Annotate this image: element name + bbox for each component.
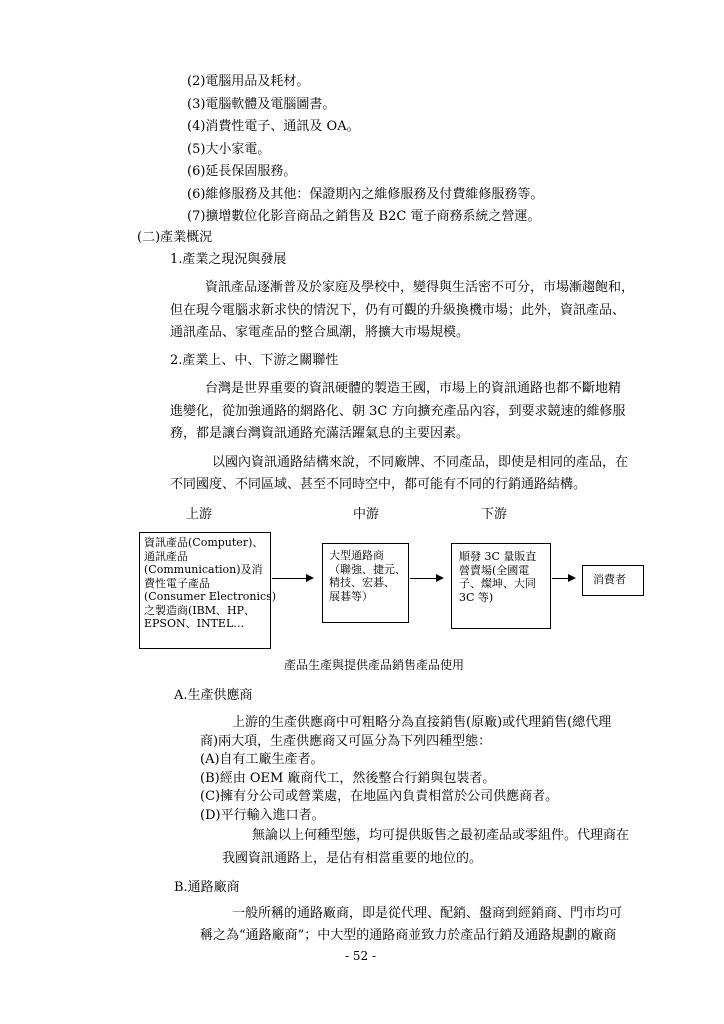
paragraph-line: 務，都是讓台灣資訊通路充滿活躍氣息的主要因素。 — [170, 426, 470, 441]
box-line: 營賣場(全國電 — [459, 563, 530, 577]
arrow-line — [552, 578, 569, 579]
paragraph-line: 通訊產品、家電產品的整合風潮，將擴大市場規模。 — [170, 325, 470, 340]
box-line: (Consumer Electronics) — [144, 590, 277, 603]
subsection-title: B.通路廠商 — [174, 880, 240, 895]
box-line: 展碁等） — [329, 589, 373, 603]
box-line: 之製造商(IBM、HP、 — [144, 603, 255, 617]
upstream-label: 上游 — [186, 507, 213, 522]
list-item: (6)延長保固服務。 — [187, 164, 297, 179]
list-item: (B)經由 OEM 廠商代工，然後整合行銷與包裝者。 — [200, 771, 496, 786]
retailer-box — [451, 543, 551, 629]
paragraph-line: 我國資訊通路上，是佔有相當重要的地位的。 — [222, 851, 483, 866]
paragraph-line: 但在現今電腦求新求快的情況下，仍有可觀的升級換機市場；此外，資訊產品、 — [170, 303, 626, 318]
subsection-title: 1.產業之現況與發展 — [170, 252, 287, 267]
list-item: (C)擁有分公司或營業處，在地區內負責相當於公司供應商者。 — [200, 789, 559, 804]
downstream-label: 下游 — [481, 507, 508, 522]
box-line: （聯強、捷元、 — [329, 562, 406, 576]
list-item: (6)維修服務及其他：保證期內之維修服務及付費維修服務等。 — [187, 187, 544, 202]
list-item: (A)自有工廠生產者。 — [200, 752, 324, 767]
subsection-title: 2.產業上、中、下游之關聯性 — [170, 353, 339, 368]
list-item: (3)電腦軟體及電腦圖書。 — [187, 97, 336, 112]
list-item: (5)大小家電。 — [187, 142, 271, 157]
box-line: 順發 3C 量販直 — [459, 550, 537, 563]
section-title: (二)產業概況 — [137, 230, 213, 245]
paragraph-line: 上游的生產供應商中可粗略分為直接銷售(原廠)或代理銷售(總代理 — [232, 715, 612, 730]
list-item: (7)擴增數位化影音商品之銷售及 B2C 電子商務系統之營運。 — [187, 209, 541, 224]
box-line: 精技、宏碁、 — [329, 576, 395, 589]
arrow-line — [410, 578, 438, 579]
consumer-box — [582, 565, 644, 596]
paragraph-line: 資訊產品逐漸普及於家庭及學校中，變得與生活密不可分，市場漸趨飽和， — [205, 280, 635, 295]
paragraph-line: 進變化，從加強通路的網路化、朝 3C 方向擴充產品內容，到要求競速的維修服 — [170, 404, 626, 419]
list-item: (2)電腦用品及耗材。 — [187, 74, 310, 89]
subsection-title: A.生產供應商 — [174, 688, 253, 703]
paragraph-line: 一般所稱的通路廠商，即是從代理、配銷、盤商到經銷商、門市均可 — [232, 906, 623, 921]
box-line: 費性電子產品 — [144, 576, 210, 590]
list-item: (4)消費性電子、通訊及 OA。 — [187, 119, 360, 134]
manufacturer-box — [139, 532, 277, 649]
arrow-head — [436, 574, 444, 582]
box-line: 資訊產品(Computer)、 — [144, 536, 264, 549]
diagram-caption: 產品生產與提供產品銷售產品使用 — [284, 658, 465, 672]
box-line: 3C 等) — [459, 590, 494, 604]
box-line: 大型通路商 — [329, 549, 384, 562]
box-line: EPSON、INTEL… — [144, 617, 245, 630]
box-line: (Communication)及消 — [144, 563, 263, 576]
box-line: 子、燦坤、大同 — [459, 577, 536, 590]
arrow-line — [272, 578, 308, 579]
list-item: (D)平行輸入進口者。 — [200, 808, 325, 823]
distributor-box — [322, 543, 409, 623]
paragraph-line: 商)兩大項，生產供應商又可區分為下列四種型態： — [200, 734, 492, 749]
arrow-head — [306, 574, 314, 582]
paragraph-line: 無論以上何種型態，均可提供販售之最初產品或零組件。代理商在 — [252, 828, 630, 843]
paragraph-line: 以國內資訊通路結構來說，不同廠牌、不同產品，即使是相同的產品，在 — [212, 455, 629, 470]
paragraph-line: 稱之為“通路廠商”；中大型的通路商並致力於產品行銷及通路規劃的廠商 — [200, 928, 617, 943]
arrow-head — [568, 574, 576, 582]
paragraph-line: 不同國度、不同區域、甚至不同時空中，都可能有不同的行銷通路結構。 — [170, 477, 587, 492]
box-line: 消費者 — [593, 573, 626, 586]
paragraph-line: 台灣是世界重要的資訊硬體的製造王國，市場上的資訊通路也都不斷地精 — [205, 381, 622, 396]
box-line: 通訊產品 — [144, 549, 188, 563]
midstream-label: 中游 — [353, 507, 380, 522]
page-number: - 52 - — [345, 949, 377, 963]
